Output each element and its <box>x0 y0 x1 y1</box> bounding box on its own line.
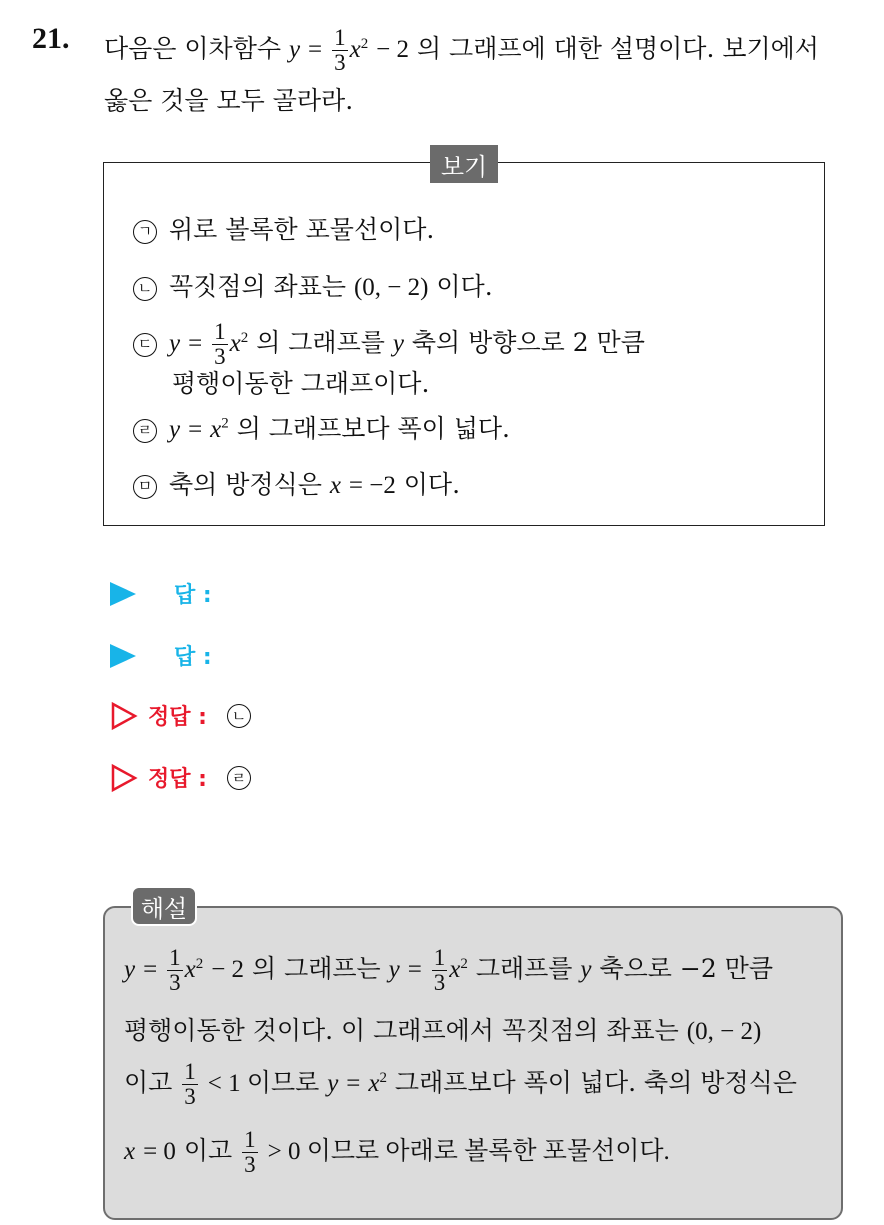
bogi-item-2: ㄴ 꼭짓점의 좌표는 (0, − 2) 이다. <box>133 274 493 301</box>
solution-line-1: y = $\frac{1}{3}$ $x^2 - 2$ 의 그래프는 y = $\frac{1}{3}$ $x^2$ 그래프를 y 축으로 −2 만큼 <box>124 945 773 996</box>
question-line-2: 옳은 것을 모두 골라라. <box>104 86 354 115</box>
correct-answer-2: 정답 : ㄹ <box>110 762 263 793</box>
marker-rieul: ㄹ <box>133 419 157 443</box>
marker-mieum: ㅁ <box>133 475 157 499</box>
outline-triangle-icon <box>110 701 138 731</box>
question-number: 21. <box>32 22 70 55</box>
bogi-item-3: ㄷ y = $\frac{1}{3}$ $x^2$ 의 그래프를 y 축의 방향으로 2 만큼 <box>133 320 645 369</box>
bogi-item-1: ㄱ 위로 볼록한 포물선이다. <box>133 217 434 244</box>
marker-nieun: ㄴ <box>133 277 157 301</box>
bogi-item-4: ㄹ $y = x^2$ 의 그래프보다 폭이 넓다. <box>133 416 510 443</box>
answer-blank-2: 답 : <box>110 640 212 671</box>
correct-answer-1: 정답 : ㄴ <box>110 700 263 731</box>
answer-blank-1: 답 : <box>110 578 212 609</box>
marker-digeut: ㄷ <box>133 333 157 357</box>
bogi-item-3-cont: 평행이동한 그래프이다. <box>172 369 430 398</box>
question-line-1: 다음은 이차함수 y = $\frac{1}{3}$ $x^2 - 2$ 의 그래프에 대한 설명이다. 보기에서 <box>104 25 819 76</box>
bogi-item-5: ㅁ 축의 방정식은 x = −2 이다. <box>133 472 460 499</box>
marker-giyeok: ㄱ <box>133 220 157 244</box>
play-triangle-icon <box>110 582 136 606</box>
play-triangle-icon <box>110 644 136 668</box>
outline-triangle-icon <box>110 763 138 793</box>
solution-line-3: 이고 $\frac{1}{3}$ < 1 이므로 $y = x^2$ 그래프보다 폭이 넓다. 축의 방정식은 <box>124 1059 797 1110</box>
answer-marker-nieun: ㄴ <box>227 704 251 728</box>
bogi-tag: 보기 <box>430 145 498 183</box>
solution-tag: 해설 <box>131 886 197 926</box>
answer-marker-rieul: ㄹ <box>227 766 251 790</box>
solution-line-4: x = 0 이고 $\frac{1}{3}$ > 0 이므로 아래로 볼록한 포물선이다. <box>124 1127 670 1178</box>
fraction-one-third: $\frac{1}{3}$ <box>334 25 346 76</box>
solution-line-2: 평행이동한 것이다. 이 그래프에서 꼭짓점의 좌표는 (0, − 2) <box>124 1016 762 1045</box>
